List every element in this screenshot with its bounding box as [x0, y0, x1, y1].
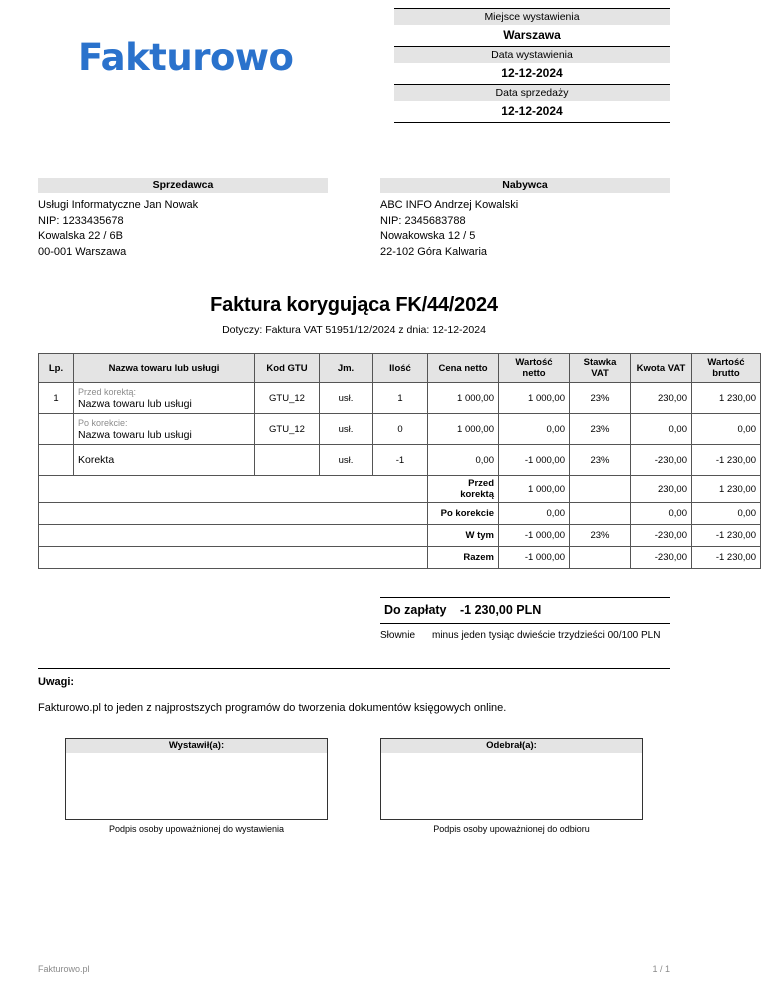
cell-gtu: GTU_12 — [255, 414, 320, 445]
summary-spacer — [39, 503, 428, 525]
summary-vat-amount: -230,00 — [631, 525, 692, 547]
seller-name: Usługi Informatyczne Jan Nowak — [38, 199, 199, 211]
summary-vat-rate — [570, 503, 631, 525]
meta-row-place-value — [394, 25, 670, 47]
place-value: Warszawa — [503, 28, 561, 42]
buyer-title: Nabywca — [380, 178, 670, 193]
summary-row — [39, 503, 761, 525]
place-label: Miejsce wystawienia — [394, 9, 670, 26]
buyer-details — [380, 193, 670, 260]
seller-city: 00-001 Warszawa — [38, 245, 127, 258]
receiver-signature-block — [380, 738, 643, 834]
footer-page-number: 1 / 1 — [652, 964, 670, 974]
summary-row — [39, 476, 761, 503]
meta-row-issue-label — [394, 47, 670, 64]
cell-vat-amount: -230,00 — [631, 445, 692, 476]
page-footer — [38, 964, 670, 974]
summary-row — [39, 525, 761, 547]
summary-value-gross: -1 230,00 — [692, 525, 761, 547]
col-value-gross: Wartość brutto — [692, 354, 761, 383]
buyer-block — [380, 178, 670, 260]
cell-qty: 1 — [373, 383, 428, 414]
cell-value-net: -1 000,00 — [499, 445, 570, 476]
col-name: Nazwa towaru lub usługi — [74, 354, 255, 383]
col-vat-rate: Stawka VAT — [570, 354, 631, 383]
cell-name — [74, 445, 255, 476]
summary-spacer — [39, 547, 428, 569]
summary-label: Po korekcie — [428, 503, 499, 525]
summary-spacer — [39, 525, 428, 547]
table-row — [39, 445, 761, 476]
cell-name-prefix: Po korekcie: — [78, 417, 128, 428]
cell-vat-rate: 23% — [570, 445, 631, 476]
buyer-name: ABC INFO Andrzej Kowalski — [380, 199, 519, 211]
amount-in-words-row — [380, 624, 670, 642]
notes-body: Fakturowo.pl to jeden z najprostszych programów do tworzenia dokumentów księgowych online. — [38, 702, 507, 714]
seller-title: Sprzedawca — [38, 178, 328, 193]
parties-section — [38, 178, 670, 260]
cell-price-net: 1 000,00 — [428, 414, 499, 445]
receiver-signature-caption: Podpis osoby upoważnionej do odbioru — [433, 824, 590, 834]
summary-label: Przed korektą — [428, 476, 499, 503]
cell-unit: usł. — [320, 445, 373, 476]
summary-value-net: 0,00 — [499, 503, 570, 525]
signatures-section — [38, 738, 670, 834]
table-header-row — [39, 354, 761, 383]
summary-vat-amount: 0,00 — [631, 503, 692, 525]
buyer-nip: NIP: 2345683788 — [380, 214, 466, 227]
cell-vat-amount: 230,00 — [631, 383, 692, 414]
document-reference: Dotyczy: Faktura VAT 51951/12/2024 z dnia: 12-12-2024 — [222, 324, 486, 336]
amount-in-words-value: minus jeden tysiąc dwieście trzydzieści 00/100 PLN — [432, 630, 661, 641]
line-items-table — [38, 353, 761, 569]
seller-nip: NIP: 1233435678 — [38, 214, 124, 227]
notes-section — [38, 668, 670, 714]
summary-value-gross: 1 230,00 — [692, 476, 761, 503]
seller-street: Kowalska 22 / 6B — [38, 230, 123, 242]
footer-site: Fakturowo.pl — [38, 964, 90, 974]
summary-value-net: -1 000,00 — [499, 525, 570, 547]
table-row — [39, 414, 761, 445]
meta-row-place-label — [394, 9, 670, 26]
summary-vat-rate — [570, 476, 631, 503]
cell-gtu — [255, 445, 320, 476]
amount-due-value: -1 230,00 PLN — [460, 603, 542, 617]
issuer-signature-box[interactable] — [65, 738, 328, 820]
cell-vat-rate: 23% — [570, 383, 631, 414]
summary-row — [39, 547, 761, 569]
col-vat-amount: Kwota VAT — [631, 354, 692, 383]
cell-name-value: Nazwa towaru lub usługi — [78, 397, 192, 410]
issue-date-value: 12-12-2024 — [501, 66, 563, 80]
summary-vat-amount: -230,00 — [631, 547, 692, 569]
summary-value-gross: 0,00 — [692, 503, 761, 525]
col-unit: Jm. — [320, 354, 373, 383]
cell-lp: 1 — [39, 383, 74, 414]
issuer-signature-caption: Podpis osoby upoważnionej do wystawienia — [108, 824, 285, 834]
cell-name-prefix: Przed korektą: — [78, 386, 137, 397]
cell-value-net: 1 000,00 — [499, 383, 570, 414]
summary-vat-amount: 230,00 — [631, 476, 692, 503]
receiver-signature-box[interactable] — [380, 738, 643, 820]
issuer-signature-title: Wystawił(a): — [66, 739, 327, 753]
cell-unit: usł. — [320, 414, 373, 445]
buyer-city: 22-102 Góra Kalwaria — [380, 245, 488, 258]
cell-name — [74, 383, 255, 414]
cell-value-net: 0,00 — [499, 414, 570, 445]
summary-label: Razem — [428, 547, 499, 569]
payment-section — [380, 597, 670, 642]
issue-meta-table — [394, 8, 670, 123]
amount-due-row — [380, 598, 670, 624]
meta-row-issue-value — [394, 63, 670, 85]
cell-name-value: Nazwa towaru lub usługi — [78, 428, 192, 441]
fakturowo-logo: Fakturowo — [78, 36, 294, 79]
cell-value-gross: 1 230,00 — [692, 383, 761, 414]
cell-vat-amount: 0,00 — [631, 414, 692, 445]
col-gtu: Kod GTU — [255, 354, 320, 383]
receiver-signature-title: Odebrał(a): — [381, 739, 642, 753]
issuer-signature-block — [65, 738, 328, 834]
cell-value-gross: -1 230,00 — [692, 445, 761, 476]
issue-date-label: Data wystawienia — [394, 47, 670, 64]
seller-details — [38, 193, 328, 260]
col-price-net: Cena netto — [428, 354, 499, 383]
cell-qty: 0 — [373, 414, 428, 445]
notes-title: Uwagi: — [38, 676, 75, 688]
line-items-header — [39, 354, 761, 383]
summary-value-net: 1 000,00 — [499, 476, 570, 503]
col-value-net: Wartość netto — [499, 354, 570, 383]
summary-label: W tym — [428, 525, 499, 547]
cell-vat-rate: 23% — [570, 414, 631, 445]
summary-spacer — [39, 476, 428, 503]
cell-qty: -1 — [373, 445, 428, 476]
cell-value-gross: 0,00 — [692, 414, 761, 445]
buyer-street: Nowakowska 12 / 5 — [380, 230, 476, 242]
cell-price-net: 1 000,00 — [428, 383, 499, 414]
sale-date-label: Data sprzedaży — [394, 85, 670, 102]
col-qty: Ilość — [373, 354, 428, 383]
cell-name — [74, 414, 255, 445]
meta-row-sale-label — [394, 85, 670, 102]
summary-vat-rate: 23% — [570, 525, 631, 547]
cell-name-value: Korekta — [78, 454, 115, 466]
cell-gtu: GTU_12 — [255, 383, 320, 414]
cell-lp — [39, 445, 74, 476]
meta-row-sale-value — [394, 101, 670, 123]
document-header — [38, 0, 670, 150]
sale-date-value: 12-12-2024 — [394, 101, 670, 123]
summary-vat-rate — [570, 547, 631, 569]
amount-in-words-label: Słownie — [380, 630, 416, 641]
summary-value-net: -1 000,00 — [499, 547, 570, 569]
line-items-body — [39, 383, 761, 569]
table-row — [39, 383, 761, 414]
seller-block — [38, 178, 328, 260]
amount-due-label: Do zapłaty — [384, 603, 447, 617]
page-title: Faktura korygująca FK/44/2024 — [210, 294, 498, 316]
cell-unit: usł. — [320, 383, 373, 414]
cell-lp — [39, 414, 74, 445]
summary-value-gross: -1 230,00 — [692, 547, 761, 569]
col-lp: Lp. — [39, 354, 74, 383]
cell-price-net: 0,00 — [428, 445, 499, 476]
